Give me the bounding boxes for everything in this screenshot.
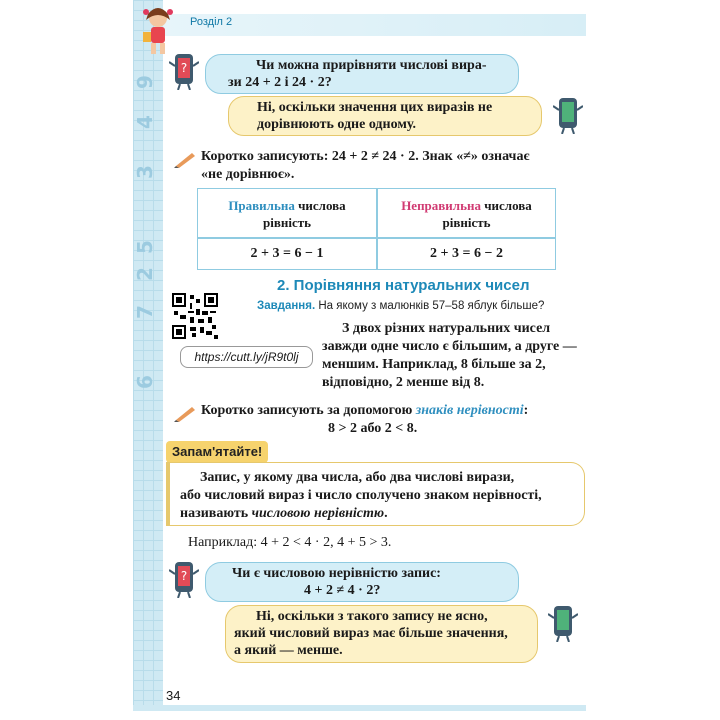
page-number: 34	[166, 688, 181, 703]
svg-text:?: ?	[180, 61, 188, 75]
paragraph-line: завжди одне число є більшим, а друге —	[322, 339, 577, 354]
margin-digit: 4	[132, 115, 157, 129]
table-divider	[198, 237, 555, 239]
section-heading: 2. Порівняння натуральних чисел	[277, 277, 530, 294]
answer-bubble	[228, 96, 542, 136]
paragraph-line: меншим. Наприклад, 8 більше за 2,	[322, 357, 546, 372]
note-line	[201, 402, 528, 420]
task-label: Завдання.	[257, 300, 316, 312]
margin-grid-strip	[133, 0, 163, 705]
note-text: Коротко записують за допомогою	[201, 403, 416, 418]
resource-link[interactable]: https://cutt.ly/jR9t0lj	[180, 346, 313, 368]
header-colored-word: Неправильна	[401, 198, 481, 213]
header-word: числова	[480, 198, 532, 213]
pencil-icon	[174, 150, 196, 168]
note-term: знаків нерівності	[415, 403, 524, 418]
definition-line: або числовий вираз і число сполучено знаком нерівності,	[180, 488, 542, 503]
header-colored-word: Правильна	[228, 198, 295, 213]
margin-digit: 2	[132, 267, 157, 281]
definition-term: числовою нерівністю	[251, 506, 385, 521]
definition-text: .	[384, 506, 388, 521]
bottom-bar	[133, 705, 586, 711]
pencil-icon	[174, 404, 196, 422]
table-cell: 2 + 3 = 6 − 2	[430, 246, 503, 261]
question-bubble	[205, 54, 519, 94]
margin-digit: 9	[132, 75, 157, 89]
question-line: зи 24 + 2 і 24 · 2?	[228, 75, 332, 90]
phone-mascot-icon	[169, 558, 199, 598]
paragraph-line: відповідно, 2 менше від 8.	[322, 375, 485, 390]
header-word: числова	[294, 198, 346, 213]
answer-bubble	[225, 605, 538, 663]
table-header	[378, 197, 555, 231]
remember-box	[166, 462, 585, 526]
definition-line: Запис, у якому два числа, або два числові вирази,	[200, 470, 515, 485]
margin-digit: 3	[132, 165, 157, 179]
note-line: Коротко записують: 24 + 2 ≠ 24 · 2. Знак «≠» означає	[201, 149, 530, 164]
margin-digit: 6	[132, 375, 157, 389]
margin-digit: 5	[132, 240, 157, 254]
answer-line: Ні, оскільки з такого запису не ясно,	[256, 609, 488, 624]
phone-mascot-icon	[169, 50, 199, 90]
note-line: «не дорівнює».	[201, 167, 295, 182]
answer-line: який числовий вираз має більше значення,	[234, 626, 508, 641]
header-word: рівність	[263, 215, 311, 230]
note-line: 8 > 2 або 2 < 8.	[328, 421, 418, 436]
paragraph-line: З двох різних натуральних чисел	[342, 321, 551, 336]
section-label: Розділ 2	[190, 16, 233, 28]
girl-mascot-icon	[140, 4, 176, 56]
header-word: рівність	[442, 215, 491, 230]
remember-label: Запам'ятайте!	[166, 441, 268, 463]
answer-line: дорівнюють одне одному.	[257, 117, 416, 132]
margin-digit: 7	[132, 305, 157, 319]
question-line: Чи можна прирівняти числові вира-	[256, 58, 487, 73]
answer-line: а який — менше.	[234, 643, 343, 658]
example-line: Наприклад: 4 + 2 < 4 · 2, 4 + 5 > 3.	[188, 535, 392, 550]
question-bubble	[205, 562, 519, 602]
svg-text:?: ?	[180, 569, 188, 583]
definition-line	[180, 505, 388, 523]
table-cell: 2 + 3 = 6 − 1	[250, 246, 324, 261]
question-line: 4 + 2 ≠ 4 · 2?	[304, 583, 381, 598]
qr-code-icon[interactable]	[172, 293, 218, 339]
phone-mascot-icon	[548, 602, 578, 642]
answer-line: Ні, оскільки значення цих виразів не	[257, 100, 493, 115]
question-line: Чи є числовою нерівністю запис:	[232, 566, 441, 581]
phone-mascot-icon	[553, 94, 583, 134]
equality-table	[197, 188, 556, 270]
task-line	[257, 300, 544, 312]
table-header	[198, 197, 376, 231]
definition-text: називають	[180, 506, 252, 521]
note-text: :	[523, 403, 529, 418]
task-text: На якому з малюнків 57–58 яблук більше?	[315, 300, 545, 312]
